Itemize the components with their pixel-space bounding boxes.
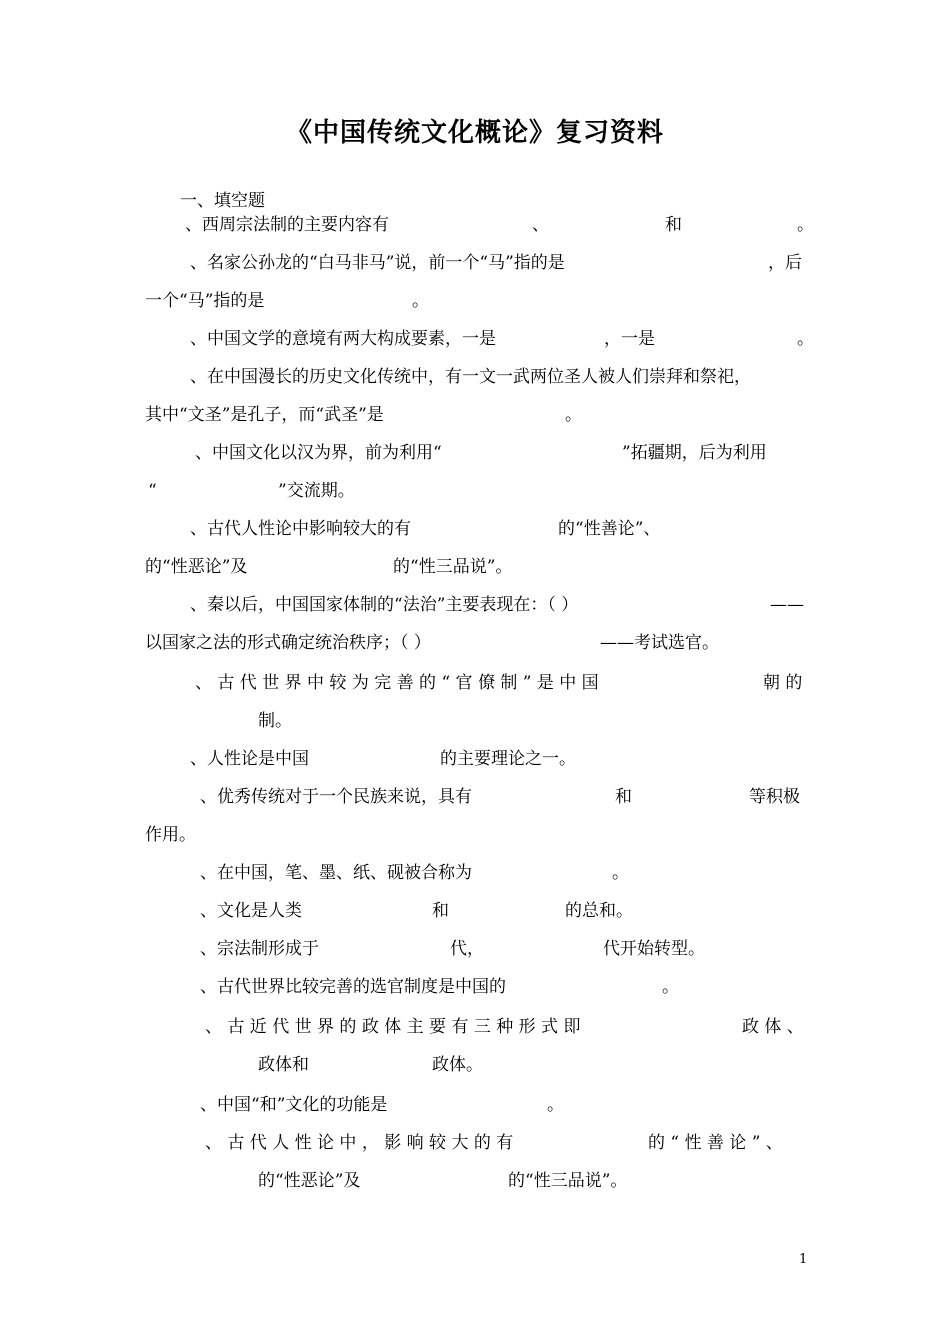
- question-text-segment: 朝 的: [763, 673, 803, 693]
- question-text-segment: 、西周宗法制的主要内容有: [185, 215, 389, 235]
- question-text-segment: 政体和: [258, 1055, 309, 1075]
- question-text-segment: 代，: [450, 939, 484, 959]
- question-text-segment: 。: [412, 291, 429, 311]
- question-text-segment: 和: [615, 787, 632, 807]
- question-text-segment: 、在中国，笔、墨、纸、砚被合称为: [200, 863, 472, 883]
- question-text-segment: 和: [432, 901, 449, 921]
- question-text-segment: 、秦以后，中国国家体制的“法治”主要表现在：（ ）: [190, 595, 579, 615]
- question-text-segment: 、中国“和”文化的功能是: [200, 1095, 388, 1115]
- question-text-segment: ”拓疆期，后为利用: [622, 443, 767, 463]
- question-text-segment: 、 古 代 世 界 中 较 为 完 善 的 “ 官 僚 制 ” 是 中 国: [195, 673, 599, 693]
- question-text-segment: 的“性三品说”。: [393, 557, 513, 577]
- question-text-segment: 政体。: [432, 1055, 483, 1075]
- question-text-segment: 、文化是人类: [200, 901, 302, 921]
- question-text-segment: “: [148, 481, 157, 501]
- question-text-segment: 。: [797, 215, 814, 235]
- question-text-segment: 、在中国漫长的历史文化传统中，有一文一武两位圣人被人们崇拜和祭祀，: [190, 367, 751, 387]
- question-text-segment: 代开始转型。: [603, 939, 705, 959]
- question-text-segment: 、: [532, 215, 549, 235]
- question-text-segment: 。: [565, 405, 582, 425]
- question-text-segment: 其中“文圣”是孔子，而“武圣”是: [145, 405, 384, 425]
- section-heading: 一、填空题: [180, 191, 265, 211]
- question-text-segment: 政 体 、: [742, 1017, 804, 1037]
- question-text-segment: 、 古 近 代 世 界 的 政 体 主 要 有 三 种 形 式 即: [205, 1017, 581, 1037]
- question-text-segment: 的 “ 性 善 论 ” 、: [648, 1133, 783, 1153]
- question-text-segment: 、古代世界比较完善的选官制度是中国的: [200, 977, 506, 997]
- question-text-segment: 作用。: [145, 825, 196, 845]
- question-text-segment: ，一是: [604, 329, 655, 349]
- question-text-segment: 的“性恶论”及: [258, 1171, 361, 1191]
- question-text-segment: ，后: [768, 253, 802, 273]
- question-text-segment: 、优秀传统对于一个民族来说，具有: [200, 787, 472, 807]
- question-text-segment: 一个“马”指的是: [145, 291, 265, 311]
- question-text-segment: 的“性善论”、: [558, 519, 661, 539]
- question-text-segment: 、中国文化以汉为界，前为利用“: [195, 443, 442, 463]
- question-text-segment: 等积极: [749, 787, 800, 807]
- question-text-segment: 的“性三品说”。: [508, 1171, 628, 1191]
- document-title: 《中国传统文化概论》复习资料: [285, 118, 664, 148]
- question-text-segment: 。: [662, 977, 679, 997]
- question-text-segment: 制。: [258, 711, 292, 731]
- question-text-segment: 的主要理论之一。: [440, 749, 576, 769]
- question-text-segment: 、 古 代 人 性 论 中 ， 影 响 较 大 的 有: [205, 1133, 514, 1153]
- question-text-segment: 、人性论是中国: [190, 749, 309, 769]
- question-text-segment: 的“性恶论”及: [145, 557, 248, 577]
- question-text-segment: ——考试选官。: [600, 633, 719, 653]
- question-text-segment: 。: [797, 329, 814, 349]
- question-text-segment: 、古代人性论中影响较大的有: [190, 519, 411, 539]
- question-text-segment: ”交流期。: [278, 481, 355, 501]
- question-text-segment: 、宗法制形成于: [200, 939, 319, 959]
- question-text-segment: 以国家之法的形式确定统治秩序；（ ）: [145, 633, 431, 653]
- question-text-segment: 、名家公孙龙的“白马非马”说，前一个“马”指的是: [190, 253, 565, 273]
- question-text-segment: ——: [770, 595, 804, 615]
- question-text-segment: 和: [665, 215, 682, 235]
- page-number: 1: [799, 1252, 808, 1267]
- question-text-segment: 。: [547, 1095, 564, 1115]
- question-text-segment: 、中国文学的意境有两大构成要素，一是: [190, 329, 496, 349]
- question-text-segment: 。: [612, 863, 629, 883]
- question-text-segment: 的总和。: [565, 901, 633, 921]
